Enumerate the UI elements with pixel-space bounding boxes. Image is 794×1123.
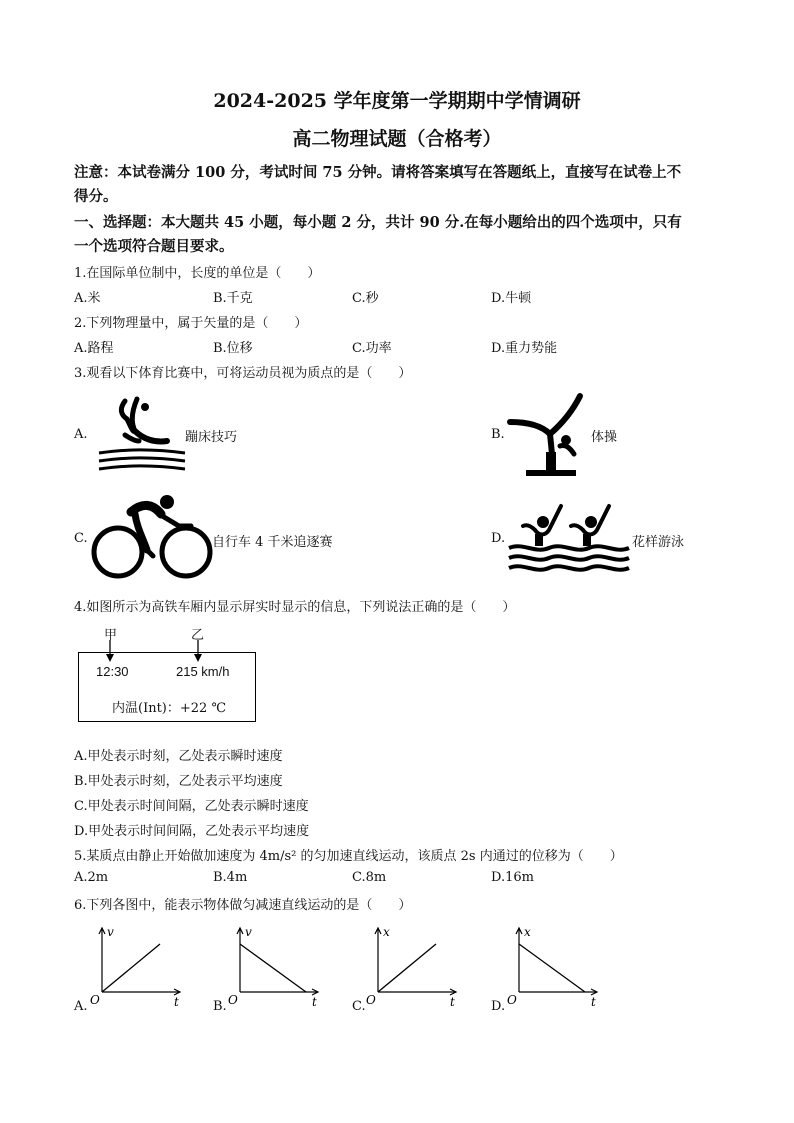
notice-line-2: 得分。: [74, 188, 118, 205]
graph-line-increasing: [102, 944, 160, 992]
question-6-option-d-letter[interactable]: D.: [491, 999, 506, 1014]
question-1-option-a[interactable]: A.米: [74, 291, 101, 306]
question-2-stem: 2.下列物理量中，属于矢量的是（ ）: [74, 316, 308, 331]
question-5-option-a[interactable]: A.2m: [74, 870, 109, 885]
page-subtitle: 高二物理试题（合格考）: [292, 128, 502, 150]
question-3-option-d-caption: 花样游泳: [632, 535, 685, 550]
question-5-stem: 5.某质点由静止开始做加速度为 4m/s² 的匀加速直线运动，该质点 2s 内通过的位移为（ ）: [74, 849, 623, 864]
question-3-option-b-caption: 体操: [591, 430, 618, 445]
question-3-stem: 3.观看以下体育比赛中，可将运动员视为质点的是（ ）: [74, 366, 412, 381]
origin-label: O: [366, 993, 376, 1007]
question-1-stem: 1.在国际单位制中，长度的单位是（ ）: [74, 266, 321, 281]
question-6-option-c-letter[interactable]: C.: [352, 999, 366, 1014]
display-label-jia: 甲: [104, 628, 118, 643]
question-3-option-d-letter[interactable]: D.: [491, 531, 506, 546]
question-1-option-b[interactable]: B.千克: [213, 291, 253, 306]
trampoline-icon: [95, 395, 190, 475]
section-heading-line-1: 一、选择题：本大题共 45 小题，每小题 2 分，共计 90 分.在每小题给出的四个选项中，只有: [74, 214, 682, 231]
question-4-option-c[interactable]: C.甲处表示时间间隔，乙处表示瞬时速度: [74, 799, 309, 814]
question-3-option-c-caption: 自行车 4 千米追逐赛: [212, 535, 333, 550]
cycling-icon: [91, 492, 216, 582]
question-3-option-a-letter[interactable]: A.: [74, 427, 88, 442]
question-4-stem: 4.如图所示为高铁车厢内显示屏实时显示的信息，下列说法正确的是（ ）: [74, 600, 516, 615]
display-temperature: 内温(Int)：+22 ℃: [112, 701, 226, 716]
x-axis-label: t: [450, 995, 455, 1009]
x-axis-label: t: [174, 995, 179, 1009]
graph-line-increasing: [378, 944, 436, 992]
question-2-option-a[interactable]: A.路程: [74, 341, 114, 356]
question-4-option-a[interactable]: A.甲处表示时刻，乙处表示瞬时速度: [74, 749, 283, 764]
origin-label: O: [90, 993, 100, 1007]
question-3-option-b-letter[interactable]: B.: [491, 427, 505, 442]
notice-line-1: 注意：本试卷满分 100 分，考试时间 75 分钟。请将答案填写在答题纸上，直接写在试卷上不: [74, 164, 682, 181]
question-4-option-b[interactable]: B.甲处表示时刻，乙处表示平均速度: [74, 774, 283, 789]
y-axis-label: v: [107, 925, 114, 939]
display-label-yi: 乙: [191, 628, 205, 643]
question-2-option-c[interactable]: C.功率: [352, 341, 392, 356]
display-time: 12:30: [96, 664, 129, 679]
display-speed: 215 km/h: [176, 664, 230, 679]
origin-label: O: [507, 993, 517, 1007]
question-5-option-c[interactable]: C.8m: [352, 870, 387, 885]
question-4-option-d[interactable]: D.甲处表示时间间隔，乙处表示平均速度: [74, 824, 310, 839]
synchronized-swimming-icon: [505, 500, 635, 575]
question-6-option-b-letter[interactable]: B.: [213, 999, 227, 1014]
question-1-option-c[interactable]: C.秒: [352, 291, 379, 306]
graph-a-v-t: [88, 920, 188, 1010]
question-5-option-d[interactable]: D.16m: [491, 870, 534, 885]
y-axis-label: x: [383, 925, 390, 939]
question-2-option-d[interactable]: D.重力势能: [491, 341, 558, 356]
question-6-stem: 6.下列各图中，能表示物体做匀减速直线运动的是（ ）: [74, 898, 412, 913]
graph-d-x-t: [505, 920, 605, 1010]
y-axis-label: x: [524, 925, 531, 939]
y-axis-label: v: [245, 925, 252, 939]
x-axis-label: t: [591, 995, 596, 1009]
graph-b-v-t: [226, 920, 326, 1010]
question-5-option-b[interactable]: B.4m: [213, 870, 248, 885]
gymnastics-icon: [508, 392, 598, 478]
question-1-option-d[interactable]: D.牛顿: [491, 291, 532, 306]
graph-line-decreasing: [240, 944, 306, 992]
section-heading-line-2: 一个选项符合题目要求。: [74, 238, 234, 255]
graph-c-x-t: [364, 920, 464, 1010]
question-3-option-c-letter[interactable]: C.: [74, 531, 88, 546]
page-title: 2024-2025 学年度第一学期期中学情调研: [213, 90, 581, 112]
x-axis-label: t: [312, 995, 317, 1009]
graph-line-decreasing: [519, 944, 585, 992]
question-3-option-a-caption: 蹦床技巧: [185, 430, 238, 445]
question-6-option-a-letter[interactable]: A.: [74, 999, 88, 1014]
question-2-option-b[interactable]: B.位移: [213, 341, 253, 356]
origin-label: O: [228, 993, 238, 1007]
